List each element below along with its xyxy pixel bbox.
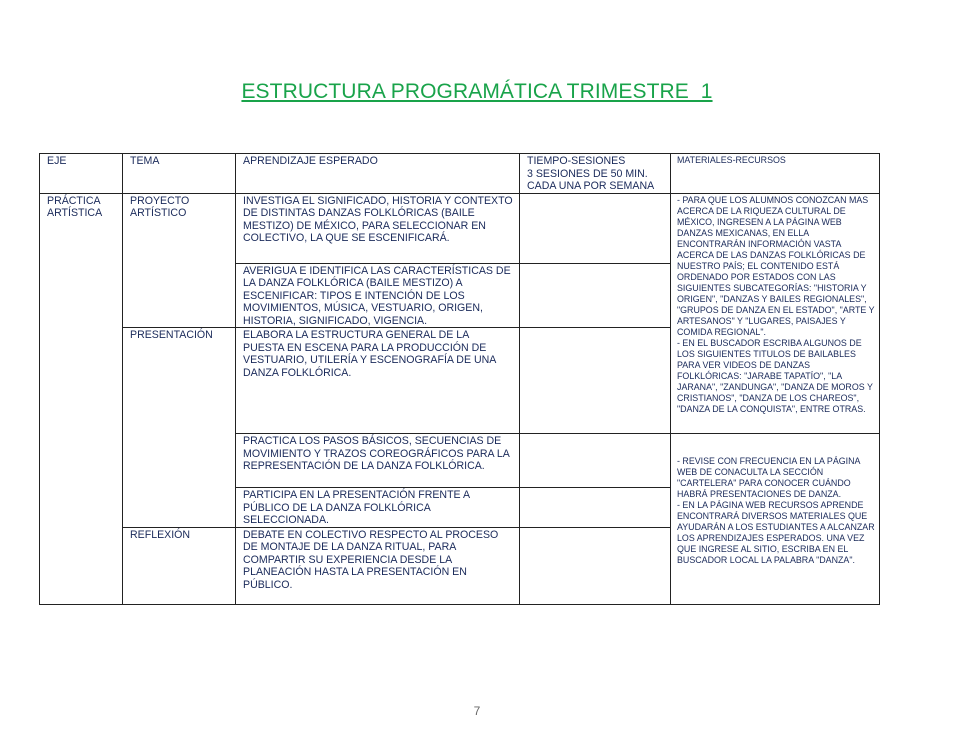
materiales-cell: - PARA QUE LOS ALUMNOS CONOZCAN MAS ACERCA DE LA RIQUEZA CULTURAL DE MÉXICO, INGRESEN A LA PÁGINA WEB DANZAS MEXICANAS, EN ELLA ENCONTRARÁN INFORMACIÓN VASTA ACERCA DE LAS DANZAS FOLKLÓRICAS DE NUESTRO PAÍS; EL CONTENIDO ESTÁ ORDENADO POR ESTADOS CON LAS SIGUIENTES SUBCATEGORÍAS: "HISTORIA Y ORIGEN", "DANZAS Y BAILES REGIONALES", "GRUPOS DE DANZA EN EL ESTADO", "ARTE Y ARTESANOS" Y "LUGARES, PAISAJES Y COMIDA REGIONAL". - EN EL BUSCADOR ESCRIBA ALGUNOS DE LOS SIGUIENTES TITULOS DE BAILABLES PARA VER VIDEOS DE DANZAS FOLKLÓRICAS: "JARABE TAPATÍO", "LA JARANA", "ZANDUNGA", "DANZA DE MOROS Y CRISTIANOS", "DANZA DE LOS CHAREOS", "DANZA DE LA CONQUISTA", ENTRE OTRAS. [671,193,880,434]
materiales-cell: - REVISE CON FRECUENCIA EN LA PÁGINA WEB DE CONACULTA LA SECCIÓN "CARTELERA" PARA CONOCER CUÁNDO HABRÁ PRESENTACIONES DE DANZA. - EN LA PÁGINA WEB RECURSOS APRENDE ENCONTRARÁ DIVERSOS MATERIALES QUE AYUDARÁN A LOS ESTUDIANTES A ALCANZAR LOS APRENDIZAJES ESPERADOS. UNA VEZ QUE INGRESE AL SITIO, ESCRIBA EN EL BUSCADOR LOCAL LA PALABRA "DANZA". [671,434,880,605]
aprendizaje-cell: DEBATE EN COLECTIVO RESPECTO AL PROCESO DE MONTAJE DE LA DANZA RITUAL, PARA COMPARTIR SU EXPERIENCIA DESDE LA PLANEACIÓN HASTA LA PRESENTACIÓN EN PÚBLICO. [236,527,520,604]
tiempo-cell [520,193,671,263]
table-row [40,193,880,263]
header-tiempo: TIEMPO-SESIONES 3 SESIONES DE 50 MIN. CADA UNA POR SEMANA [520,154,671,194]
tiempo-cell [520,328,671,434]
table-header-row [40,154,880,194]
tema-proyecto: PROYECTO ARTÍSTICO [123,193,236,328]
header-materiales: MATERIALES-RECURSOS [671,154,880,194]
header-aprendizaje: APRENDIZAJE ESPERADO [236,154,520,194]
page-number: 7 [473,704,481,718]
tema-presentacion: PRESENTACIÓN [123,328,236,528]
tiempo-cell [520,263,671,328]
header-tema: TEMA [123,154,236,194]
aprendizaje-cell: PRACTICA LOS PASOS BÁSICOS, SECUENCIAS DE MOVIMIENTO Y TRAZOS COREOGRÁFICOS PARA LA REPRESENTACIÓN DE LA DANZA FOLKLÓRICA. [236,434,520,488]
aprendizaje-cell: ELABORA LA ESTRUCTURA GENERAL DE LA PUESTA EN ESCENA PARA LA PRODUCCIÓN DE VESTUARIO, UTILERÍA Y ESCENOGRAFÍA DE UNA DANZA FOLKLÓRICA. [236,328,520,434]
eje-cell: PRÁCTICA ARTÍSTICA [40,193,123,604]
page-title: ESTRUCTURA PROGRAMÁTICA TRIMESTRE 1 [241,80,713,103]
aprendizaje-cell: INVESTIGA EL SIGNIFICADO, HISTORIA Y CONTEXTO DE DISTINTAS DANZAS FOLKLÓRICAS (BAILE MESTIZO) DE MÉXICO, PARA SELECCIONAR EN COLECTIVO, LA QUE SE ESCENIFICARÁ. [236,193,520,263]
aprendizaje-cell: AVERIGUA E IDENTIFICA LAS CARACTERÍSTICAS DE LA DANZA FOLKLÓRICA (BAILE MESTIZO) A ESCENIFICAR: TIPOS E INTENCIÓN DE LOS MOVIMIENTOS, MÚSICA, VESTUARIO, ORIGEN, HISTORIA, SIGNIFICADO, VIGENCIA. [236,263,520,328]
header-eje: EJE [40,154,123,194]
tiempo-cell [520,488,671,528]
aprendizaje-cell: PARTICIPA EN LA PRESENTACIÓN FRENTE A PÚBLICO DE LA DANZA FOLKLÓRICA SELECCIONADA. [236,488,520,528]
tiempo-cell [520,527,671,604]
program-table [39,153,880,605]
tema-reflexion: REFLEXIÓN [123,527,236,604]
tiempo-cell [520,434,671,488]
